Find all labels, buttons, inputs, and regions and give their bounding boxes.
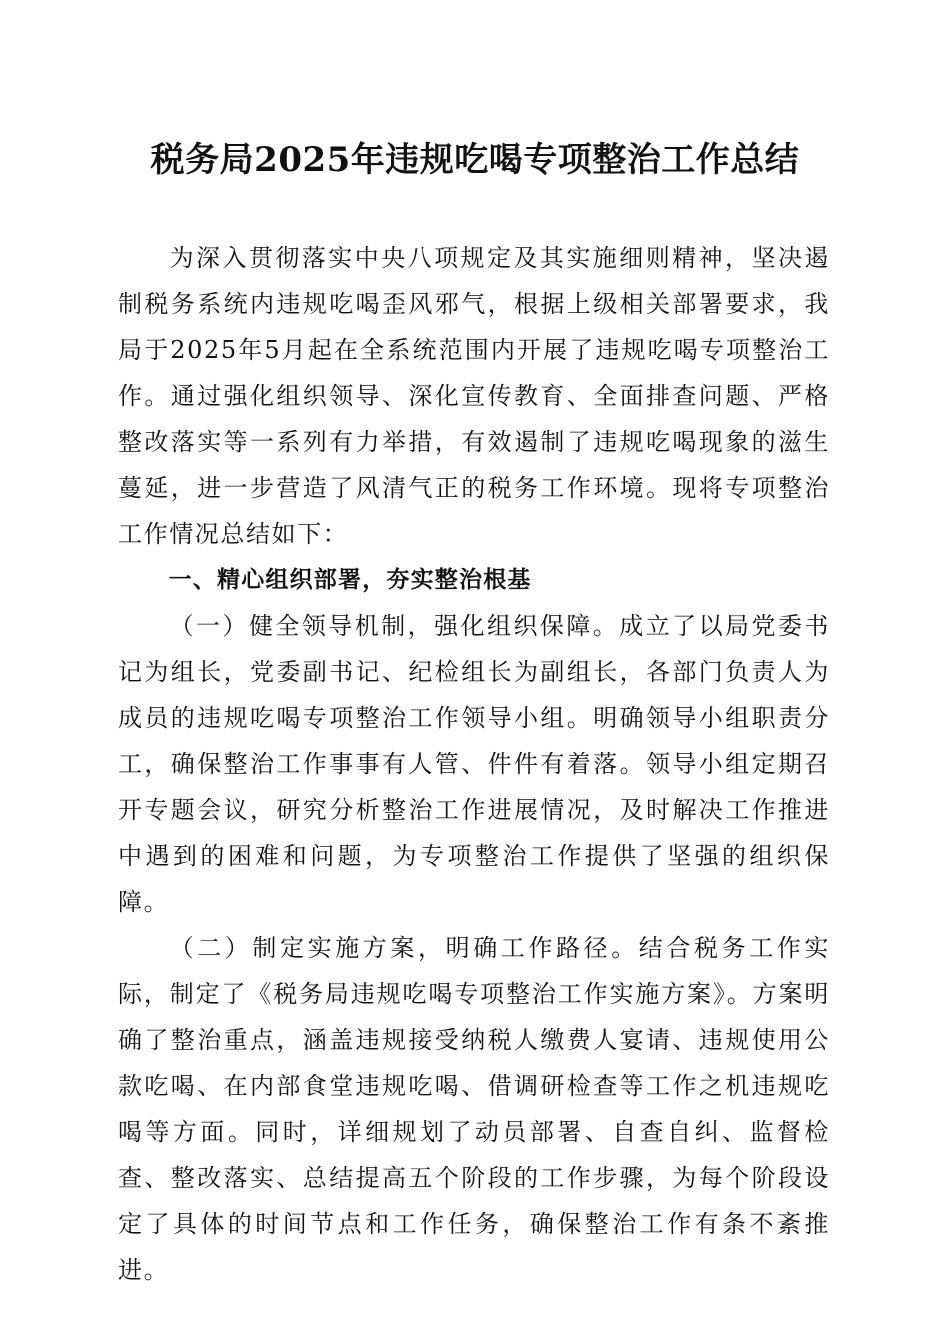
section-heading: 一、精心组织部署，夯实整治根基	[168, 567, 532, 593]
body-paragraph: （一）健全领导机制，强化组织保障。成立了以局党委书记为组长，党委副书记、纪检组长为副组长，各部门负责人为成员的违规吃喝专项整治工作领导小组。明确领导小组职责分工，确保整治工作事事有人管、件件有着落。领导小组定期召开专题会议，研究分析整治工作进展情况，及时解决工作推进中遇到的困难和问题，为专项整治工作提供了坚强的组织保障。	[118, 612, 830, 916]
document-body	[118, 235, 830, 1293]
body-paragraph: （二）制定实施方案，明确工作路径。结合税务工作实际，制定了《税务局违规吃喝专项整治工作实施方案》。方案明确了整治重点，涵盖违规接受纳税人缴费人宴请、违规使用公款吃喝、在内部食堂违规吃喝、借调研检查等工作之机违规吃喝等方面。同时，详细规划了动员部署、自查自纠、监督检查、整改落实、总结提高五个阶段的工作步骤，为每个阶段设定了具体的时间节点和工作任务，确保整治工作有条不紊推进。	[118, 934, 830, 1284]
intro-paragraph: 为深入贯彻落实中央八项规定及其实施细则精神，坚决遏制税务系统内违规吃喝歪风邪气，根据上级相关部署要求，我局于2025年5月起在全系统范围内开展了违规吃喝专项整治工作。通过强化组织领导、深化宣传教育、全面排查问题、严格整改落实等一系列有力举措，有效遏制了违规吃喝现象的滋生蔓延，进一步营造了风清气正的税务工作环境。现将专项整治工作情况总结如下：	[118, 244, 830, 548]
document-title: 税务局2025年违规吃喝专项整治工作总结	[150, 140, 800, 180]
